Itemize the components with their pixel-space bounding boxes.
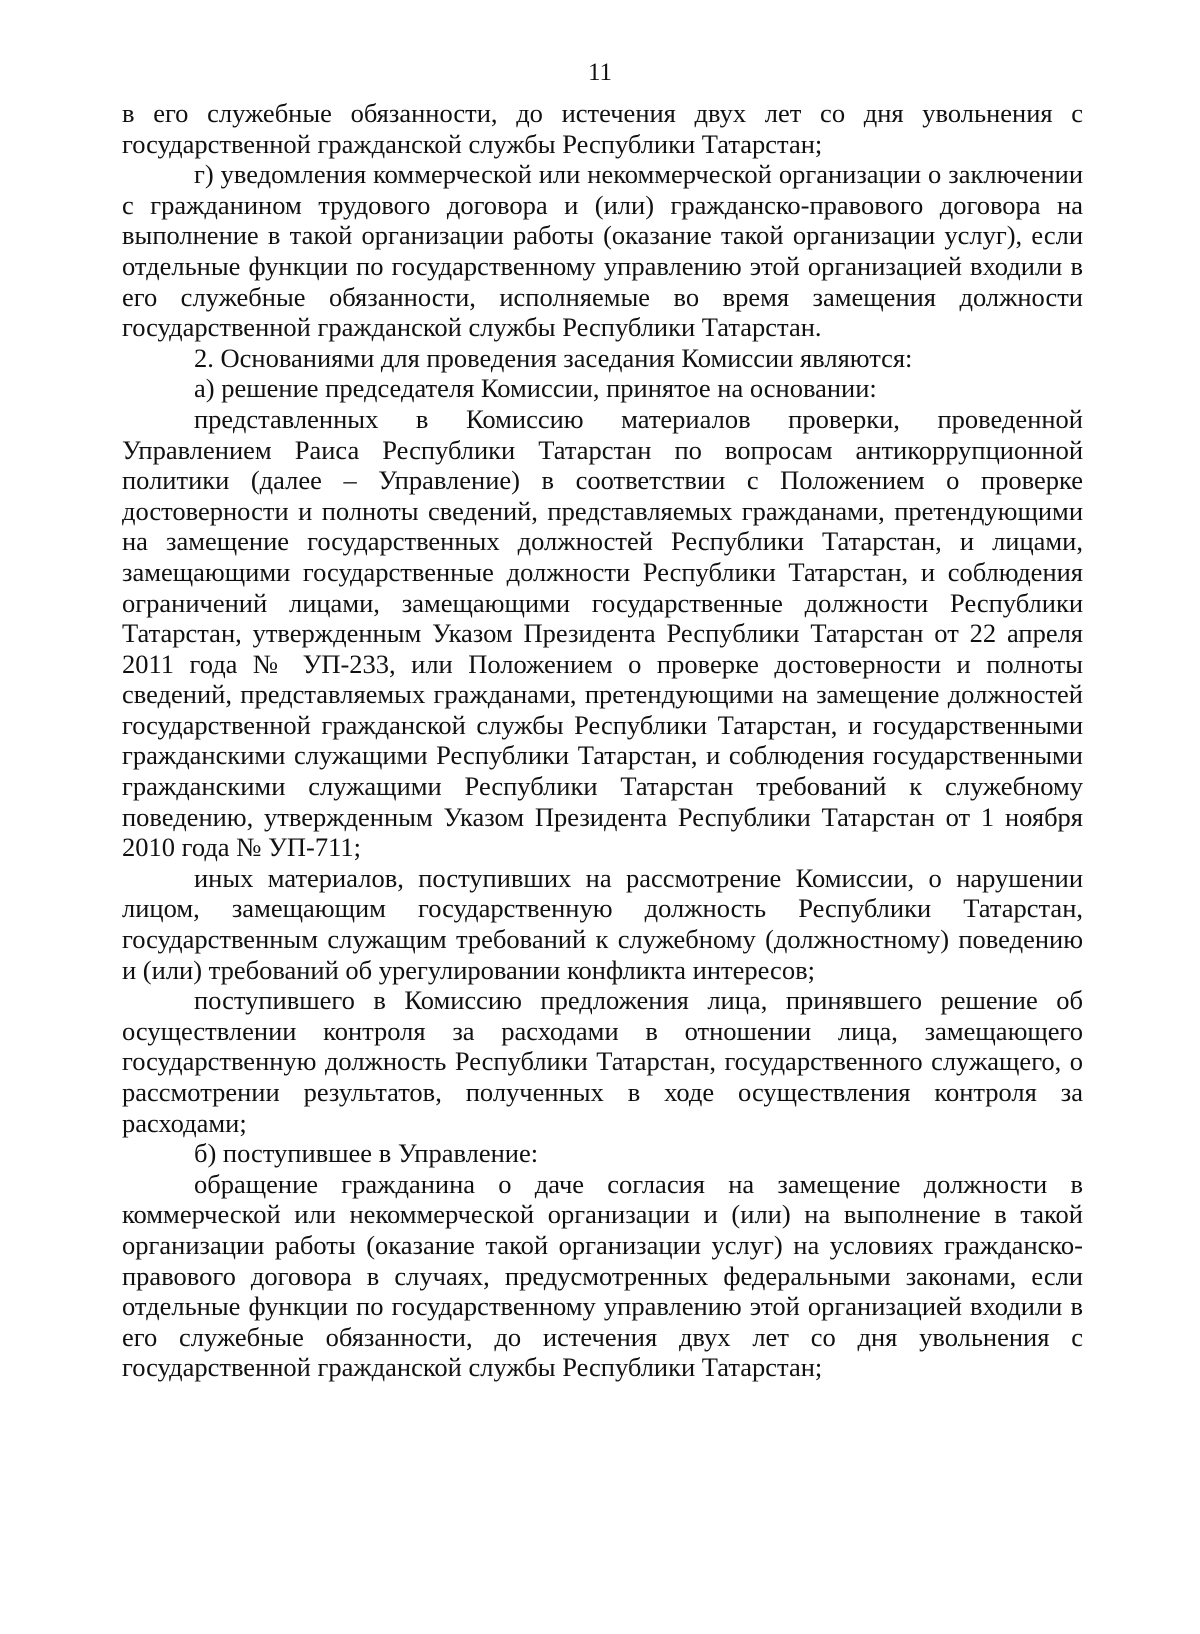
paragraph-citizen-appeal: обращение гражданина о даче согласия на замещение должности в коммерческой или некоммерческой организации и (или) на выполнение в такой организации работы (оказание такой организации услуг) на условиях гражданско-правового договора в случаях, предусмотренных федеральными законами, если отдельные функции по государственному управлению этой организацией входили в его служебные обязанности, до истечения двух лет со дня увольнения с государственной гражданской службы Республики Татарстан; xyxy=(122,1168,1083,1383)
paragraph-item-g: г) уведомления коммерческой или некоммерческой организации о заключении с гражданином трудового договора и (или) гражданско-правового договора на выполнение в такой организации работы (оказание такой организации услуг), если отдельные функции по государственному управлению этой организацией входили в его служебные обязанности, исполняемые во время замещения должности государственной гражданской службы Республики Татарстан. xyxy=(122,159,1083,343)
paragraph-other-materials: иных материалов, поступивших на рассмотрение Комиссии, о нарушении лицом, замещающим государственную должность Республики Татарстан, государственным служащим требований к служебному (должностному) поведению и (или) требований об урегулировании конфликта интересов; xyxy=(122,862,1083,985)
document-body xyxy=(122,98,1083,1383)
paragraph-item-b: б) поступившее в Управление: xyxy=(194,1138,539,1169)
paragraph-section-2: 2. Основаниями для проведения заседания Комиссии являются: xyxy=(194,342,913,373)
paragraph-verification-materials: представленных в Комиссию материалов проверки, проведенной Управлением Раиса Республики Татарстан по вопросам антикоррупционной политики (далее – Управление) в соответствии с Положением о проверке достоверности и полноты сведений, представляемых гражданами, претендующими на замещение государственных должностей Республики Татарстан, и лицами, замещающими государственные должности Республики Татарстан, и соблюдения ограничений лицами, замещающими государственные должности Республики Татарстан, утвержденным Указом Президента Республики Татарстан от 22 апреля 2011 года № УП-233, или Положением о проверке достоверности и полноты сведений, представляемых гражданами, претендующими на замещение должностей государственной гражданской службы Республики Татарстан, и государственными гражданскими служащими Республики Татарстан, и соблюдения государственными гражданскими служащими Республики Татарстан требований к служебному поведению, утвержденным Указом Президента Республики Татарстан от 1 ноября 2010 года № УП-711; xyxy=(122,403,1083,863)
page-number: 11 xyxy=(587,59,613,86)
paragraph-continuation: в его служебные обязанности, до истечения двух лет со дня увольнения с государственной гражданской службы Республики Татарстан; xyxy=(122,98,1083,159)
paragraph-item-a: а) решение председателя Комиссии, принятое на основании: xyxy=(194,373,877,404)
paragraph-expense-control: поступившего в Комиссию предложения лица, принявшего решение об осуществлении контроля за расходами в отношении лица, замещающего государственную должность Республики Татарстан, государственного служащего, о рассмотрении результатов, полученных в ходе осуществления контроля за расходами; xyxy=(122,985,1083,1138)
